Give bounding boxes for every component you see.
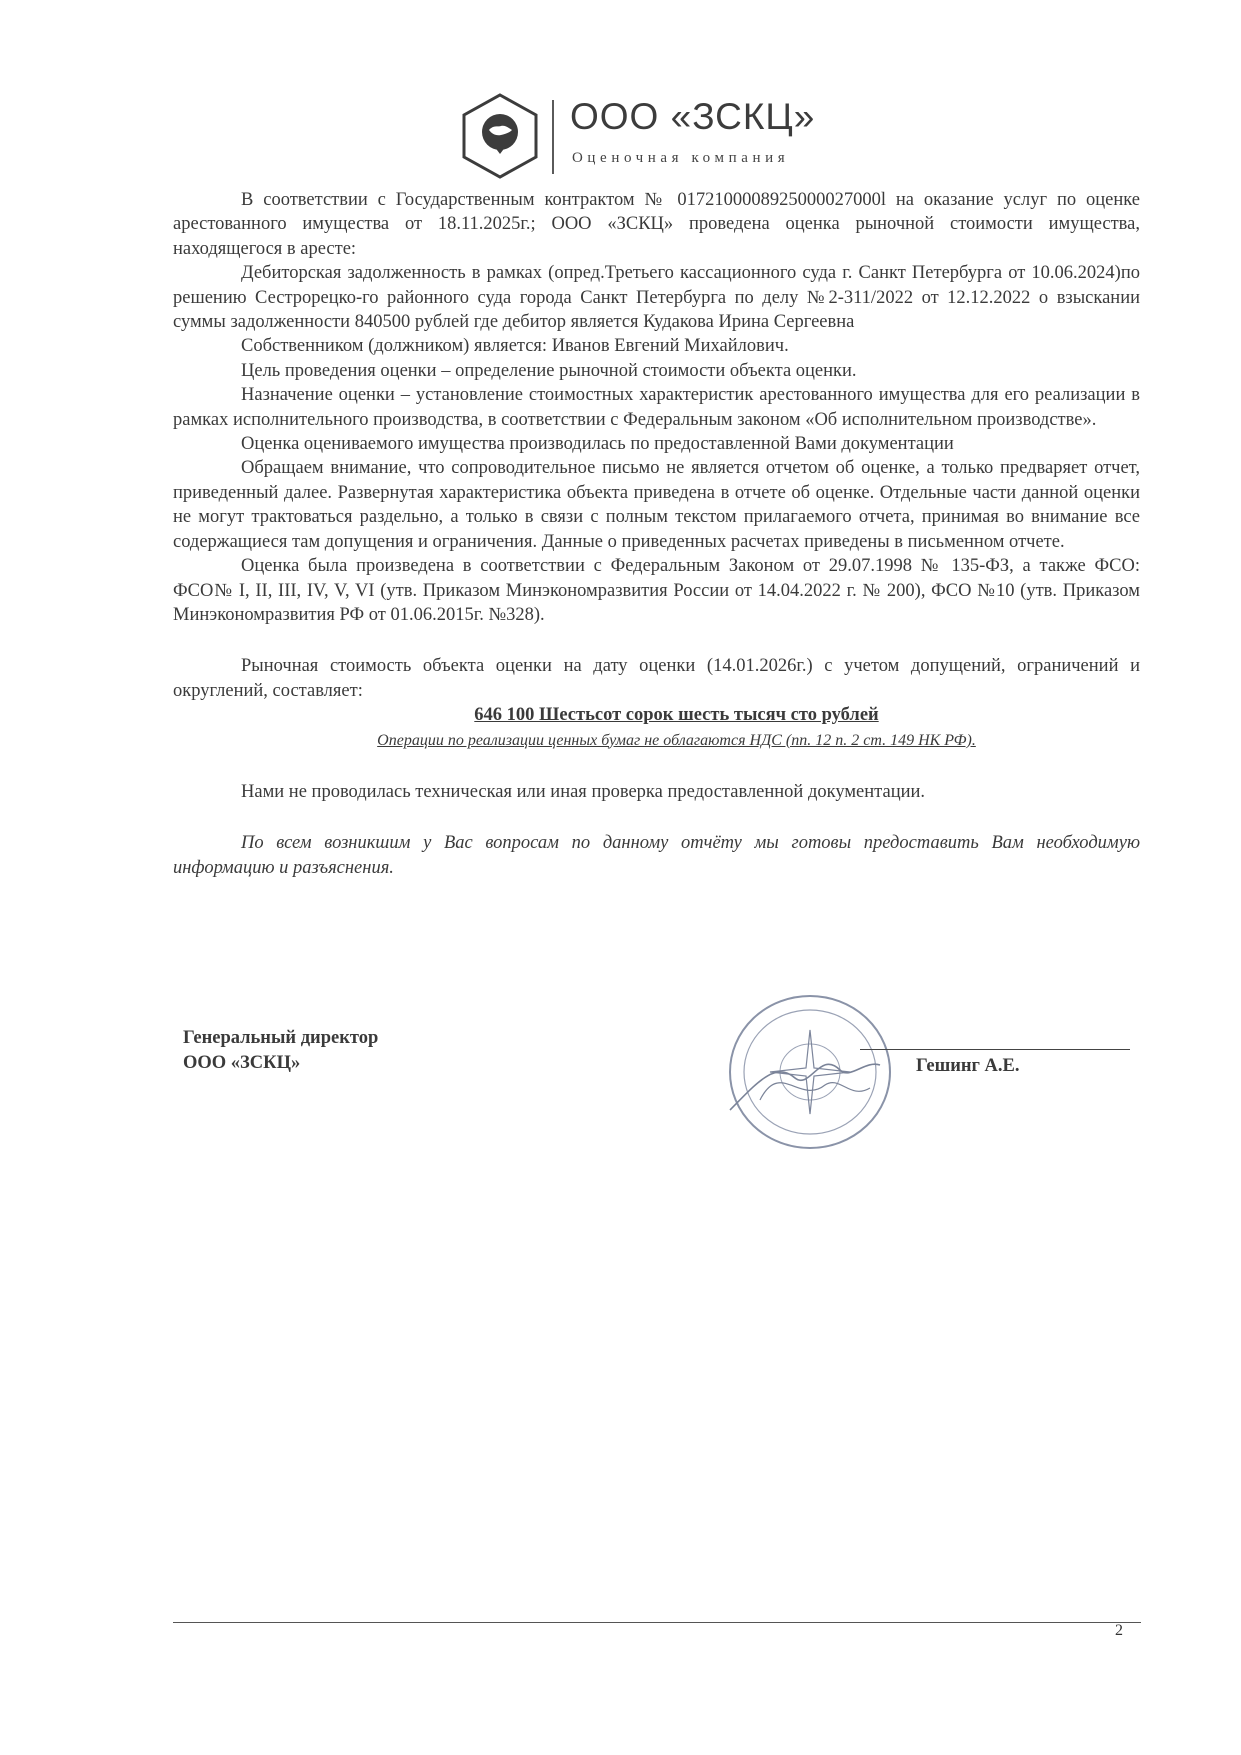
paragraph-contract: В соответствии с Государственным контрактом № 0172100008925000027000l на оказание услуг по оценке арестованного имущества от 18.11.2025г.; ООО «ЗСКЦ» проведена оценка рыночной стоимости имущества, находящегося в аресте: [173, 190, 1140, 259]
paragraph-no-verification: Нами не проводилась техническая или иная проверка предоставленной документации. [241, 781, 926, 802]
paragraph-notice: Обращаем внимание, что сопроводительное письмо не является отчетом об оценке, а только предваряет отчет, приведенный далее. Развернутая характеристика объекта приведена в отчете об оценке. Отдельные части данной оценки не могут трактоваться раздельно, а только в связи с полным текстом прилагаемого отчета, принимая во внимание все содержащиеся там допущения и ограничения. Данные о приведенных расчетах приведены в письменном отчете. [173, 458, 1140, 552]
letterhead [460, 92, 860, 182]
round-seal-stamp-icon [700, 990, 900, 1160]
paragraph-object: Дебиторская задолженность в рамках (опред.Третьего кассационного суда г. Санкт Петербурга от 10.06.2024)по решению Сестрорецко-го районного суда города Санкт Петербурга по делу №2-311/2022 от 12.12.2022 о взыскании суммы задолженности 840500 рублей где дебитор является Кудакова Ирина Сергеевна [173, 263, 1140, 333]
paragraph-closing: По всем возникшим у Вас вопросам по данному отчёту мы готовы предоставить Вам необходимую информацию и разъяснения. [173, 833, 1140, 878]
hexagon-map-icon [460, 92, 540, 180]
valuation-result [173, 703, 1140, 753]
paragraph-purpose: Цель проведения оценки – определение рыночной стоимости объекта оценки. [241, 360, 857, 381]
signatory-company: ООО «ЗСКЦ» [183, 1053, 301, 1073]
footer-divider [173, 1622, 1141, 1623]
paragraph-documentation: Оценка оцениваемого имущества производилась по предоставленной Вами документации [241, 434, 954, 455]
spacer [173, 627, 1140, 654]
signer-name: Гешинг А.Е. [916, 1056, 1020, 1076]
spacer [173, 753, 1140, 780]
paragraph-standards: Оценка была произведена в соответствии с Федеральным Законом от 29.07.1998 № 135-ФЗ, а также ФСО: ФСО№ I, II, III, IV, V, VI (утв. Приказом Минэкономразвития России от 14.04.2022 г. № 200), ФСО №10 (утв. Приказом Минэкономразвития РФ от 01.06.2015г. №328). [173, 556, 1140, 625]
logo-divider [552, 100, 554, 174]
company-name: ООО «ЗСКЦ» [570, 96, 816, 137]
paragraph-owner: Собственником (должником) является: Иванов Евгений Михайлович. [241, 336, 789, 357]
signatory-block [183, 1026, 378, 1076]
spacer [173, 804, 1140, 831]
paragraph-market-value: Рыночная стоимость объекта оценки на дату оценки (14.01.2026г.) с учетом допущений, ограничений и округлений, составляет: [173, 656, 1140, 701]
paragraph-assignment: Назначение оценки – установление стоимостных характеристик арестованного имущества для его реализации в рамках исполнительного производства, в соответствии с Федеральным законом «Об исполнительном производстве». [173, 385, 1140, 430]
letter-body [173, 188, 1140, 880]
vat-note: Операции по реализации ценных бумаг не облагаются НДС (пп. 12 п. 2 ст. 149 НК РФ). [377, 731, 976, 749]
page-number: 2 [1115, 1622, 1123, 1639]
valuation-amount: 646 100 Шестьсот сорок шесть тысяч сто рублей [474, 705, 879, 726]
company-subtitle: Оценочная компания [572, 150, 790, 166]
signature-line [860, 1049, 1130, 1050]
signatory-position: Генеральный директор [183, 1028, 379, 1048]
